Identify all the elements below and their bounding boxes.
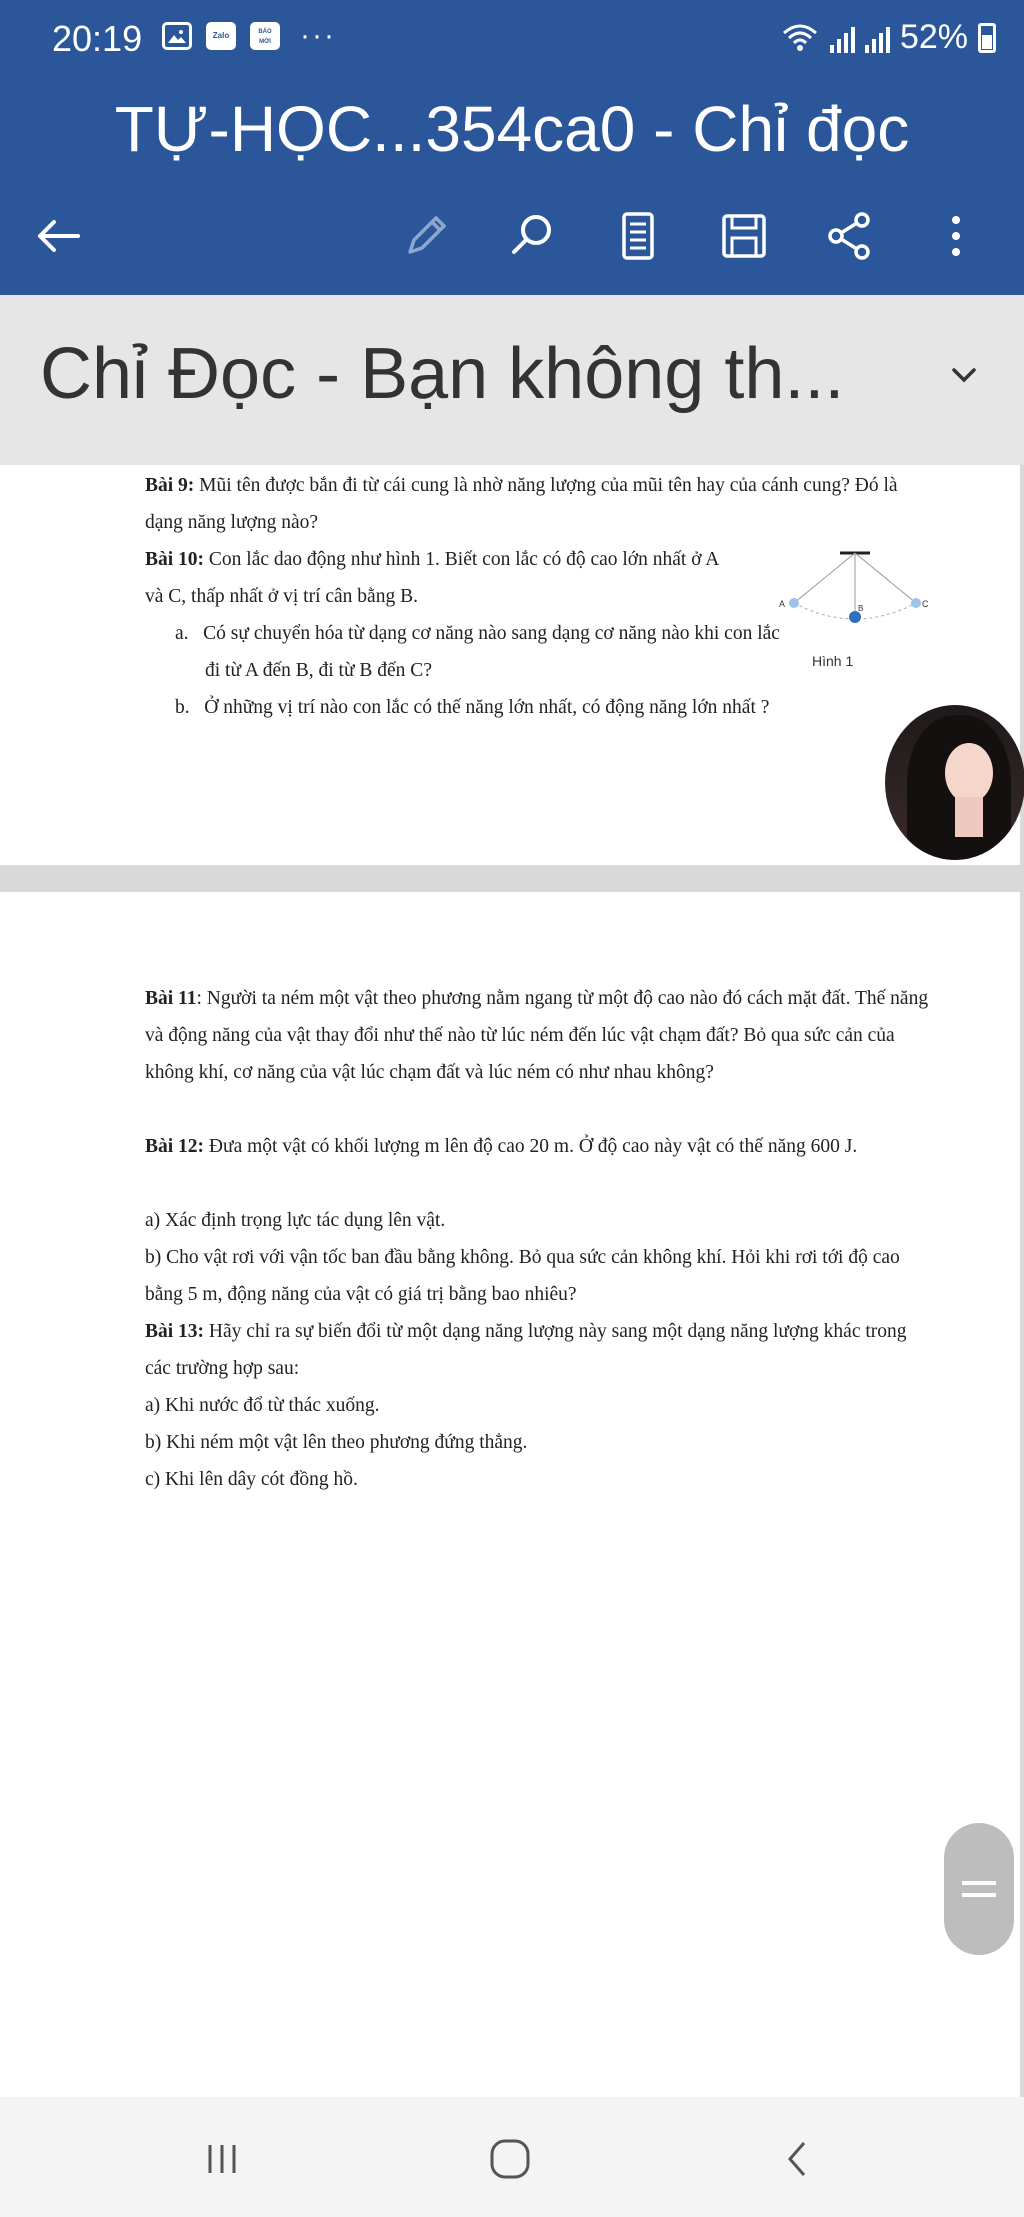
status-time: 20:19: [52, 18, 143, 59]
figure-label-b: B: [858, 604, 864, 613]
paragraph-bai-10-b: b. Ở những vị trí nào con lắc có thế năng lớn nhất, có động năng lớn nhất ?: [175, 697, 770, 718]
paragraph-bai-13: Bài 13: Hãy chỉ ra sự biến đổi từ một dạng năng lượng này sang một dạng năng lượng khác trong các trường hợp sau:: [145, 1321, 907, 1379]
save-icon[interactable]: [714, 206, 774, 266]
status-bar: [0, 0, 1024, 80]
back-icon[interactable]: [776, 2137, 820, 2181]
back-arrow-icon[interactable]: [28, 206, 88, 266]
recent-apps-icon[interactable]: [200, 2137, 244, 2181]
figure-label-c: C: [922, 599, 929, 609]
edit-pencil-icon[interactable]: [396, 206, 456, 266]
figure-label-a: A: [779, 599, 786, 609]
read-only-text: Chỉ Đọc - Bạn không th...: [40, 334, 845, 414]
signal-2-icon: [865, 23, 890, 53]
toolbar: [0, 200, 1024, 272]
scroll-handle[interactable]: [944, 1823, 1014, 1955]
gallery-icon: [162, 22, 192, 50]
share-icon[interactable]: [820, 206, 880, 266]
paragraph-bai-11: Bài 11: Người ta ném một vật theo phương nằm ngang từ một độ cao nào đó cách mặt đất. Thế năng và động năng của vật thay đổi như thế nào từ lúc ném đến lúc vật chạm đất? Bỏ qua sức cản của không khí, cơ năng của vật lúc chạm đất và lúc ném có như nhau không?: [145, 988, 929, 1083]
document-title: TỰ-HỌC...354ca0 - Chỉ đọc: [114, 93, 910, 165]
notification-icons: [162, 19, 336, 52]
zalo-icon: Zalo: [206, 22, 236, 50]
paragraph-bai-9: Bài 9: Mũi tên được bắn đi từ cái cung là nhờ năng lượng của mũi tên hay của cánh cung? Đó là dạng năng lượng nào?: [145, 475, 898, 533]
read-only-banner[interactable]: [0, 295, 1024, 465]
paragraph-bai-10-a: a. Có sự chuyển hóa từ dạng cơ năng nào sang dạng cơ năng nào khi con lắc đi từ A đến B, đi từ B đến C?: [175, 623, 780, 681]
bao-moi-icon: BÁO MỚI: [250, 22, 280, 50]
reading-view-icon[interactable]: [608, 206, 668, 266]
paragraph-bai-12: Bài 12: Đưa một vật có khối lượng m lên độ cao 20 m. Ở độ cao này vật có thế năng 600 J.: [145, 1136, 858, 1157]
paragraph-bai-13-c: c) Khi lên dây cót đồng hồ.: [145, 1469, 358, 1490]
signal-1-icon: [830, 23, 855, 53]
battery-percent: 52%: [899, 18, 968, 56]
paragraph-bai-13-a: a) Khi nước đổ từ thác xuống.: [145, 1395, 380, 1416]
document-page-2[interactable]: [0, 892, 1020, 2097]
app-header: [0, 0, 1024, 295]
figure-caption: Hình 1: [812, 653, 854, 669]
wifi-icon: [780, 23, 820, 53]
search-icon[interactable]: [502, 206, 562, 266]
battery-icon: [978, 23, 996, 53]
more-vertical-icon[interactable]: [926, 206, 986, 266]
chevron-down-icon[interactable]: [944, 355, 984, 395]
status-right: [780, 18, 996, 57]
paragraph-bai-12-b: b) Cho vật rơi với vận tốc ban đầu bằng không. Bỏ qua sức cản không khí. Hỏi khi rơi tới độ cao bằng 5 m, động năng của vật có giá trị bằng bao nhiêu?: [145, 1247, 900, 1305]
paragraph-bai-13-b: b) Khi ném một vật lên theo phương đứng thẳng.: [145, 1432, 528, 1453]
pendulum-figure: [770, 545, 930, 645]
home-icon[interactable]: [488, 2137, 532, 2181]
system-nav-bar: [0, 2097, 1024, 2217]
user-avatar[interactable]: [885, 705, 1024, 860]
paragraph-bai-10: Bài 10: Con lắc dao động như hình 1. Biết con lắc có độ cao lớn nhất ở A và C, thấp nhất ở vị trí cân bằng B.: [145, 549, 719, 607]
more-notifications-icon: ···: [300, 19, 336, 52]
document-page-1[interactable]: [0, 465, 1020, 865]
paragraph-bai-12-a: a) Xác định trọng lực tác dụng lên vật.: [145, 1210, 446, 1231]
